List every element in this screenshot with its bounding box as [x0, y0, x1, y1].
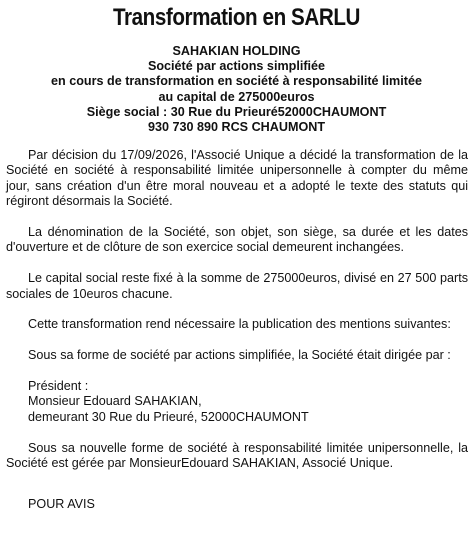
paragraph-capital: Le capital social reste fixé à la somme de 275000euros, divisé en 27 500 parts sociales de 10euros chacune.: [6, 271, 468, 301]
president-address: demeurant 30 Rue du Prieuré, 52000CHAUMONT: [28, 409, 309, 424]
paragraph-former-form: Sous sa forme de société par actions simplifiée, la Société était dirigée par :: [28, 348, 451, 363]
company-form: Société par actions simplifiée: [147, 59, 326, 74]
notice-body: [6, 148, 468, 487]
company-capital: au capital de 275000euros: [158, 89, 315, 104]
paragraph-decision: Par décision du 17/09/2026, l'Associé Unique a décidé la transformation de la Société en société à responsabilité limitée unipersonnelle à compter du même jour, sans création d'un être moral nouveau et a adopté le texte des statuts qui régiront désormais la Société.: [6, 148, 468, 209]
company-seat: Siège social : 30 Rue du Prieuré52000CHAUMONT: [86, 104, 387, 119]
president-label: Président :: [28, 379, 89, 394]
notice-title: Transformation en SARLU: [112, 4, 360, 31]
paragraph-new-form: Sous sa nouvelle forme de société à responsabilité limitée unipersonnelle, la Société est gérée par MonsieurEdouard SAHAKIAN, Associé Unique.: [6, 440, 468, 471]
president-name: Monsieur Edouard SAHAKIAN,: [28, 394, 202, 409]
paragraph-denomination: La dénomination de la Société, son objet, son siège, sa durée et les dates d'ouverture et de clôture de son exercice social demeurent inchangées.: [6, 225, 468, 255]
company-rcs: 930 730 890 RCS CHAUMONT: [147, 120, 326, 135]
president-block: [6, 379, 468, 425]
signature: POUR AVIS: [28, 497, 95, 511]
paragraph-publication: Cette transformation rend nécessaire la publication des mentions suivantes:: [28, 317, 451, 332]
company-name: SAHAKIAN HOLDING: [172, 44, 301, 58]
company-header: [0, 44, 473, 135]
company-transformation: en cours de transformation en société à responsabilité limitée: [51, 74, 422, 89]
